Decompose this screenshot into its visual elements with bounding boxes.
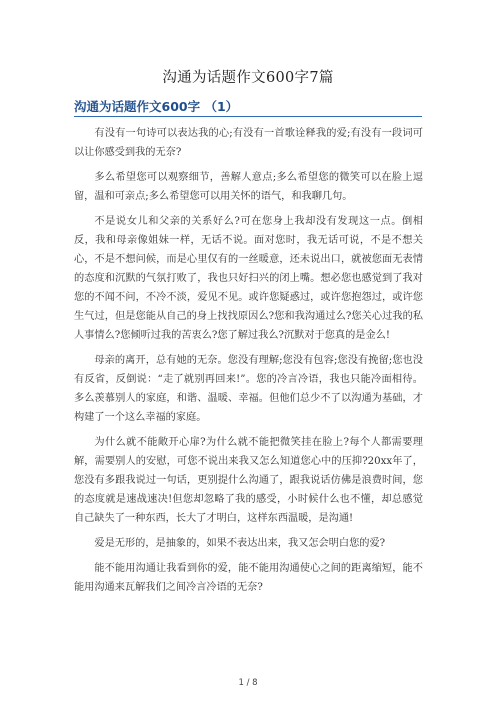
essay-body: [74, 124, 423, 603]
paragraph: 爱是无形的，是抽象的，如果不表达出来，我又怎会明白您的爱?: [94, 538, 386, 549]
page-number: 1 / 8: [238, 678, 258, 688]
paragraph: 不是说女儿和父亲的关系好么?可在您身上我却没有发现这一点。倒相反，我和母亲像姐妹一样，无话不说。面对您时，我无话可说，不是不想关心，不是不想问候，而是心里仅有的一丝暖意，还未说出口，就被您面无表情的态度和沉默的气氛打败了，我也只好扫兴的闭上嘴。想必您也感觉到了我对您的不闻不问，不冷不淡，爱见不见。或许您疑惑过，或许您抱怨过，或许您生气过，但是您能从自己的身上找找原因么?您和我沟通过么?您关心过我的私人事情么?您倾听过我的苦衷么?您了解过我么?沉默对于您真的是金么!: [74, 216, 423, 341]
document-title: 沟通为话题作文600字7篇: [162, 70, 334, 86]
paragraph: 为什么就不能敞开心扉?为什么就不能把微笑挂在脸上?每个人都需要理解，需要别人的安慰，可您不说出来我又怎么知道您心中的压抑?20xx年了，您没有多跟我说过一句话，更别提什么沟通了，跟我说话仿佛是浪费时间，您的态度就是速战速决!但您却忽略了我的感受，小时候什么也不懂，却总感觉自己缺失了一种东西，长大了才明白，这样东西温暖，是沟通!: [74, 437, 423, 524]
paragraph: 多么希望您可以观察细节，善解人意点;多么希望您的微笑可以在脸上逗留，温和可亲点;多么希望您可以用关怀的语气，和我聊几句。: [74, 172, 423, 202]
paragraph: 能不能用沟通让我看到你的爱，能不能用沟通使心之间的距离缩短，能不能用沟通来瓦解我们之间冷言冷语的无奈?: [74, 563, 423, 593]
section-heading: 沟通为话题作文600字 （1）: [74, 99, 239, 114]
paragraph: 母亲的离开，总有她的无奈。您没有理解;您没有包容;您没有挽留;您也没有反省，反倒说：“走了就别再回来!”。您的冷言冷语，我也只能冷面相待。多么羡慕别人的家庭，和谐、温暖、幸福。但他们总少不了以沟通为基础，才构建了一个这么幸福的家庭。: [74, 355, 423, 423]
paragraph: 有没有一句诗可以表达我的心;有没有一首歌诠释我的爱;有没有一段词可以让你感受到我的无奈?: [74, 128, 423, 158]
heading-underline: [74, 116, 422, 117]
